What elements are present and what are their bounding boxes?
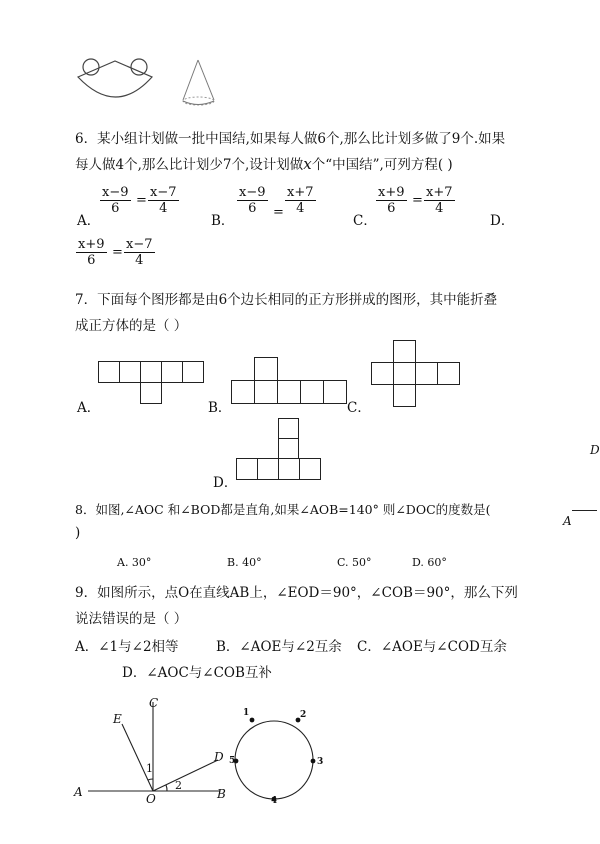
- q6-opt-b-label: B．: [211, 213, 235, 229]
- q7-label-c: C．: [347, 400, 371, 416]
- angle-label-o: O: [146, 792, 156, 806]
- frac-num: x−7: [150, 185, 177, 200]
- q6-opt-b-left-frac: [237, 185, 268, 216]
- q9-opt-a: A．∠1与∠2相等: [75, 639, 179, 655]
- q6-opt-b-right-frac: [285, 185, 316, 216]
- q9-line1: 9．如图所示，点O在直线AB上，∠EOD＝90°，∠COB＝90°，那么下列: [75, 585, 518, 601]
- circle-point-2: 2: [300, 710, 307, 720]
- q8-line1: 8．如图,∠AOC 和∠BOD都是直角,如果∠AOB=140° 则∠DOC的度数是(: [75, 502, 491, 517]
- angle-label-2: 2: [175, 779, 182, 792]
- q6-opt-d-label: D．: [490, 213, 515, 229]
- q8-opt-c: C. 50°: [337, 556, 372, 569]
- frac-den: 4: [435, 201, 444, 216]
- q6-opt-c-right-frac: [424, 185, 455, 216]
- q8-opt-a: A. 30°: [117, 556, 152, 569]
- fan-left-circle: [83, 59, 99, 75]
- q7-net-c: [371, 340, 466, 410]
- q6-opt-d-right-frac: [124, 237, 155, 268]
- q6-line2-b: 个“中国结”,可列方程( ): [311, 157, 453, 173]
- q7-net-d: [236, 418, 326, 483]
- fan-sector: [78, 61, 152, 97]
- q6-opt-d-left-frac: [76, 237, 107, 268]
- q9-opt-d: D．∠AOC与∠COB互补: [122, 665, 272, 681]
- q7-label-d: D．: [213, 475, 238, 491]
- q7-line2: 成正方体的是（ ）: [75, 318, 188, 334]
- q7-net-a: [98, 361, 208, 406]
- q7-label-b: B．: [208, 400, 232, 416]
- q9-line2: 说法错误的是（ ）: [75, 611, 188, 627]
- circle-point-3: 3: [317, 757, 324, 767]
- q7-net-b: [231, 357, 351, 405]
- angle-label-c: C: [149, 696, 159, 710]
- q7-label-a: A．: [77, 400, 101, 416]
- q9-opt-c: C．∠AOE与∠COD互余: [357, 639, 507, 655]
- circle-point-5: 5: [229, 756, 236, 766]
- q6-opt-c-label: C．: [353, 213, 377, 229]
- frac-num: x−9: [102, 185, 129, 200]
- frac-den: 6: [87, 253, 96, 268]
- frac-num: x−9: [239, 185, 266, 200]
- frac-den: 4: [159, 201, 168, 216]
- q6-opt-a-label: A．: [77, 213, 101, 229]
- frac-den: 6: [111, 201, 120, 216]
- q8-line2: ): [75, 525, 81, 541]
- angle-label-a: A: [74, 785, 83, 799]
- cone-figure: [180, 58, 220, 108]
- frac-num: x+7: [426, 185, 453, 200]
- angle-label-e: E: [113, 712, 122, 726]
- fan-figure: [70, 55, 165, 110]
- q6-opt-c-eq: =: [412, 193, 423, 208]
- q6-opt-a-left-frac: [100, 185, 131, 216]
- angle-label-1: 1: [146, 762, 153, 775]
- q9-opt-b: B．∠AOE与∠2互余: [216, 639, 342, 655]
- q6-line2: [75, 153, 453, 173]
- frac-den: 6: [248, 201, 257, 216]
- frac-num: x+9: [378, 185, 405, 200]
- q6-opt-b-eq: =: [273, 205, 284, 220]
- angle-label-d: D: [214, 750, 224, 764]
- q6-line2-a: 每人做4个,那么比计划少7个,设计划做: [75, 157, 304, 173]
- angle-label-b: B: [217, 787, 226, 801]
- frac-den: 6: [387, 201, 396, 216]
- side-letter-d: D: [590, 443, 600, 457]
- q6-opt-c-left-frac: [376, 185, 407, 216]
- q6-opt-d-eq: =: [112, 245, 123, 260]
- circle-point-4: 4: [271, 796, 278, 806]
- frac-num: x+9: [78, 237, 105, 252]
- frac-num: x−7: [126, 237, 153, 252]
- q6-opt-a-right-frac: [148, 185, 179, 216]
- side-line: [572, 510, 597, 511]
- circle-point-1: 1: [243, 708, 250, 718]
- frac-num: x+7: [287, 185, 314, 200]
- frac-den: 4: [296, 201, 305, 216]
- side-letter-a: A: [563, 514, 572, 528]
- q8-opt-d: D. 60°: [412, 556, 447, 569]
- fan-right-circle: [131, 59, 147, 75]
- q6-opt-a-eq: =: [136, 193, 147, 208]
- q8-opt-b: B. 40°: [227, 556, 262, 569]
- q7-line1: 7．下面每个图形都是由6个边长相同的正方形拼成的图形，其中能折叠: [75, 292, 498, 308]
- q6-line1: 6．某小组计划做一批中国结,如果每人做6个,那么比计划多做了9个.如果: [75, 131, 506, 147]
- q6-variable: x: [303, 155, 312, 173]
- frac-den: 4: [135, 253, 144, 268]
